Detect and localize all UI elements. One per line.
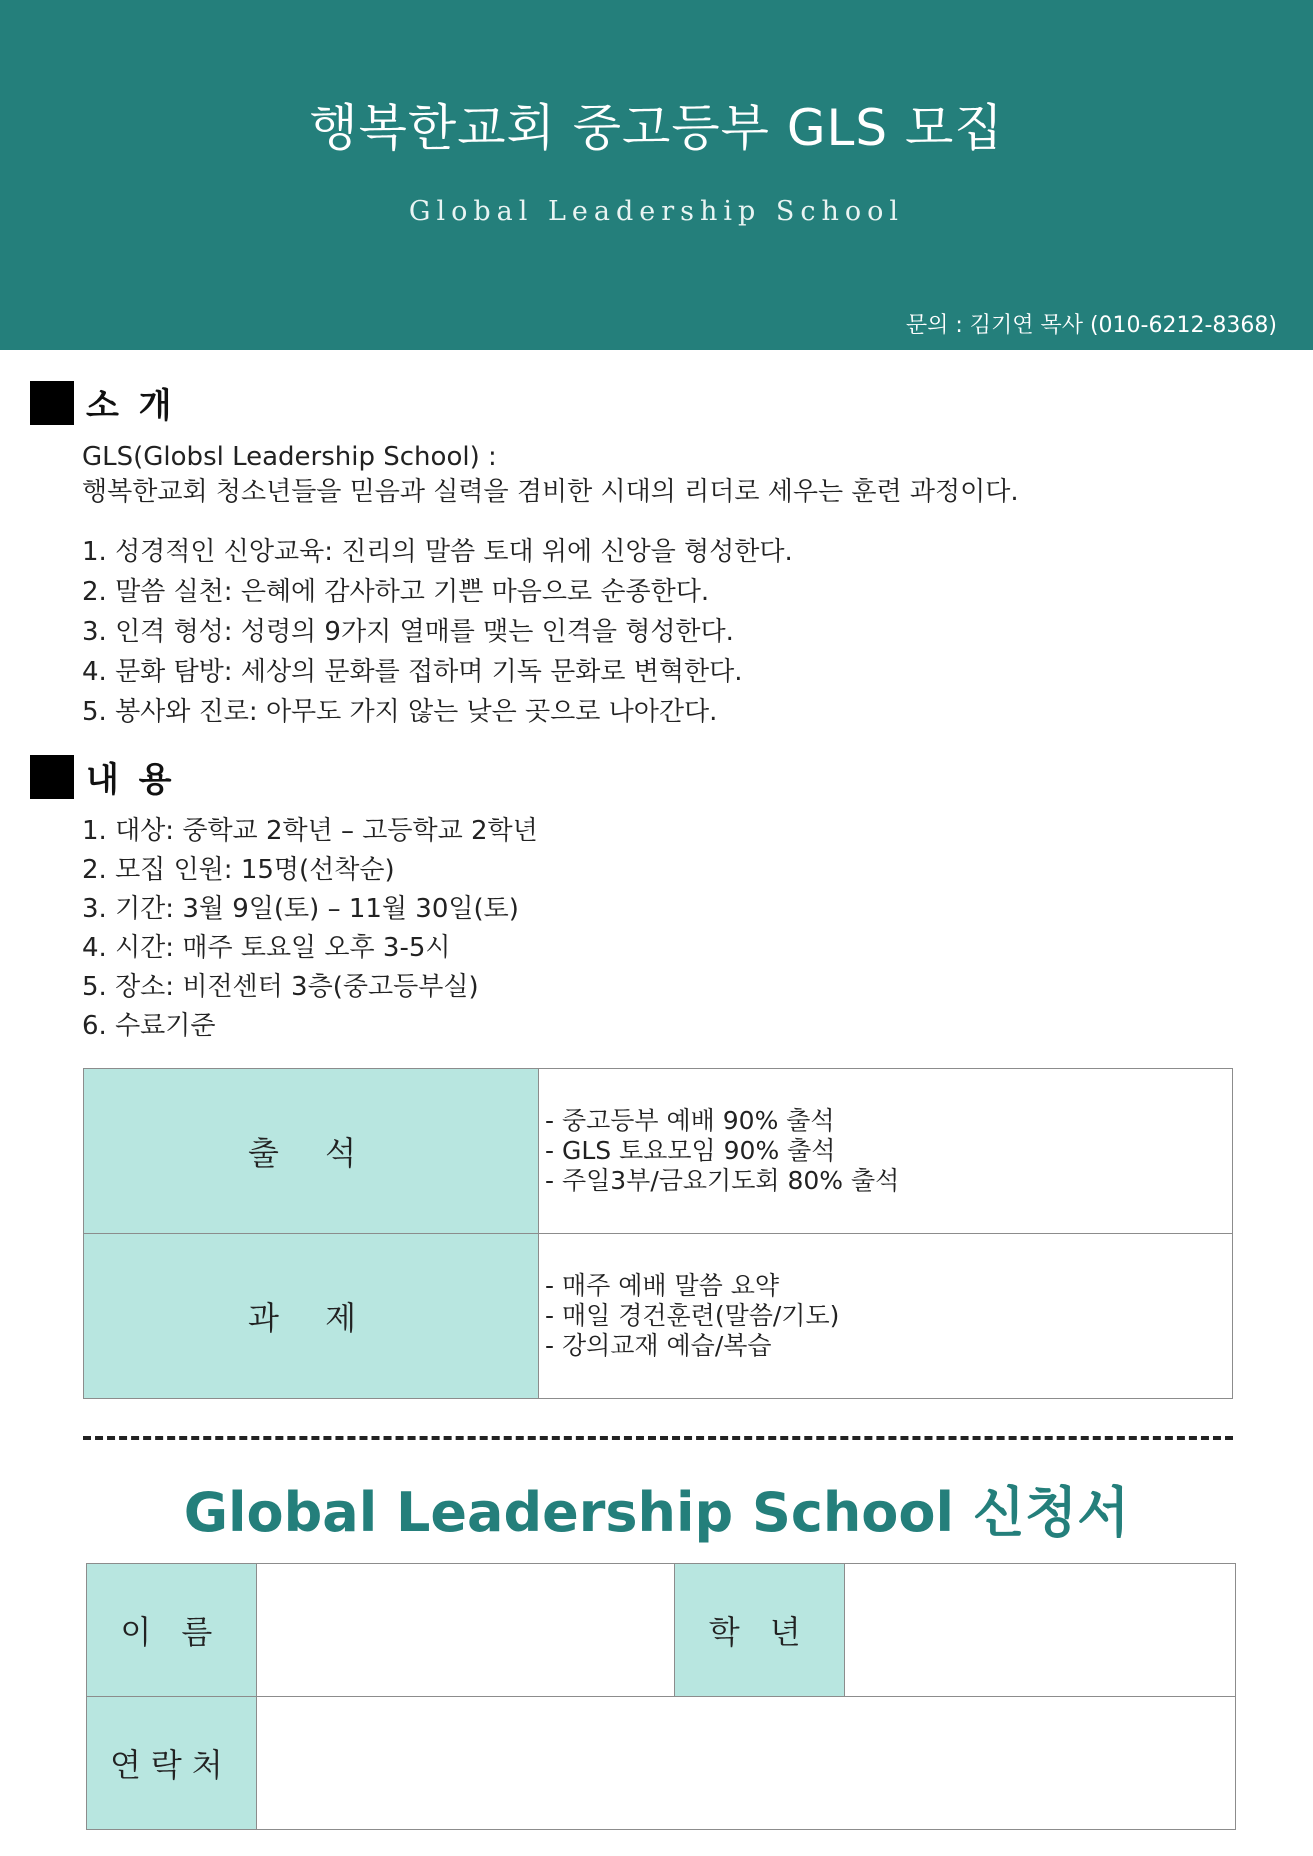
completion-criteria-table — [83, 1068, 1233, 1399]
name-label: 이 름 — [87, 1564, 257, 1697]
section-heading-intro — [30, 378, 176, 427]
black-square-icon — [30, 381, 74, 425]
page-title: 행복한교회 중고등부 GLS 모집 — [309, 99, 1004, 157]
section-heading-label: 내 용 — [86, 760, 176, 800]
list-item: 2. 모집 인원: 15명(선착순) — [82, 855, 395, 885]
list-item: 1. 대상: 중학교 2학년 – 고등학교 2학년 — [82, 816, 538, 846]
table-row — [87, 1564, 1236, 1697]
section-heading-content — [30, 752, 176, 801]
list-item: 4. 시간: 매주 토요일 오후 3-5시 — [82, 933, 451, 963]
cut-line-divider — [83, 1436, 1233, 1440]
intro-description — [82, 440, 1019, 510]
list-item: 5. 봉사와 진로: 아무도 가지 않는 낮은 곳으로 나아간다. — [82, 697, 718, 727]
criteria-detail-attendance — [539, 1069, 1233, 1234]
content-details-list — [82, 812, 538, 1046]
grade-label: 학 년 — [675, 1564, 845, 1697]
header-banner — [0, 0, 1313, 350]
table-row — [84, 1234, 1233, 1399]
section-heading-label: 소 개 — [86, 386, 176, 426]
criteria-line: - GLS 토요모임 90% 출석 — [545, 1136, 836, 1165]
black-square-icon — [30, 755, 74, 799]
application-form-title: Global Leadership School 신청서 — [183, 1481, 1130, 1544]
criteria-detail-assignment — [539, 1234, 1233, 1399]
criteria-line: - 매주 예배 말씀 요약 — [545, 1271, 780, 1300]
table-row — [87, 1697, 1236, 1830]
list-item: 4. 문화 탐방: 세상의 문화를 접하며 기독 문화로 변혁한다. — [82, 657, 743, 687]
list-item: 2. 말씀 실천: 은혜에 감사하고 기쁜 마음으로 순종한다. — [82, 577, 710, 607]
criteria-line: - 주일3부/금요기도회 80% 출석 — [545, 1166, 900, 1195]
table-row — [84, 1069, 1233, 1234]
phone-label: 연락처 — [87, 1697, 257, 1830]
list-item: 1. 성경적인 신앙교육: 진리의 말씀 토대 위에 신앙을 형성한다. — [82, 537, 793, 567]
phone-field[interactable] — [256, 1697, 1235, 1830]
list-item: 3. 인격 형성: 성령의 9가지 열매를 맺는 인격을 형성한다. — [82, 617, 734, 647]
name-field[interactable] — [256, 1564, 675, 1697]
criteria-line: - 매일 경건훈련(말씀/기도) — [545, 1301, 840, 1330]
criteria-label-attendance: 출 석 — [84, 1069, 539, 1234]
grade-field[interactable] — [845, 1564, 1236, 1697]
list-item: 6. 수료기준 — [82, 1011, 216, 1041]
criteria-line: - 중고등부 예배 90% 출석 — [545, 1106, 835, 1135]
application-form-table — [86, 1563, 1236, 1830]
page-subtitle: Global Leadership School — [408, 196, 905, 227]
intro-line: 행복한교회 청소년들을 믿음과 실력을 겸비한 시대의 리더로 세우는 훈련 과정이다. — [82, 477, 1019, 507]
criteria-line: - 강의교재 예습/복습 — [545, 1331, 772, 1360]
list-item: 5. 장소: 비전센터 3층(중고등부실) — [82, 972, 479, 1002]
intro-goals-list — [82, 532, 793, 732]
intro-line: GLS(Globsl Leadership School) : — [82, 442, 497, 472]
criteria-label-assignment: 과 제 — [84, 1234, 539, 1399]
contact-info: 문의 : 김기연 목사 (010-6212-8368) — [905, 313, 1277, 338]
list-item: 3. 기간: 3월 9일(토) – 11월 30일(토) — [82, 894, 519, 924]
